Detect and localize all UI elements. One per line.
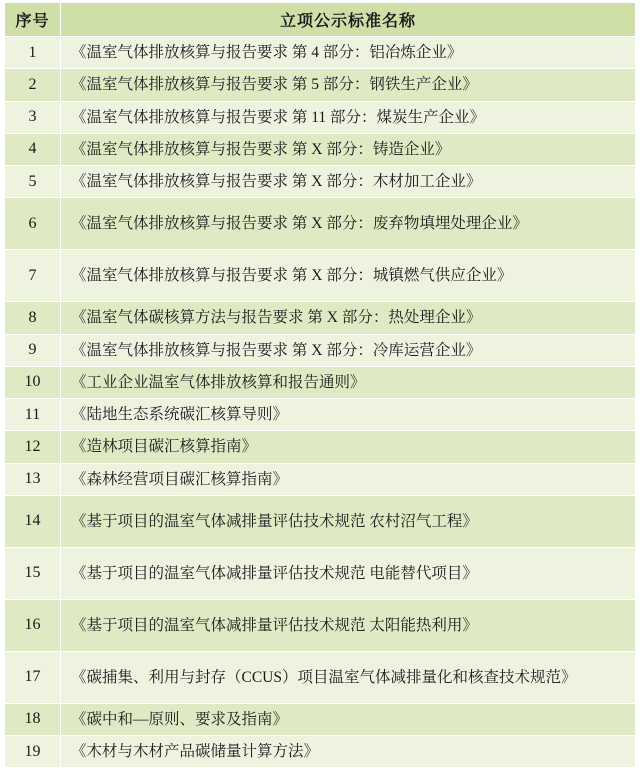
standard-name-cell: 《碳中和—原则、要求及指南》 [61, 703, 636, 735]
row-index-cell: 19 [5, 736, 61, 768]
table-row [5, 463, 636, 495]
row-index-cell: 1 [5, 37, 61, 69]
table-row [5, 250, 636, 302]
table-body [5, 37, 636, 768]
table-row [5, 495, 636, 547]
table-row [5, 69, 636, 101]
standard-name-cell: 《森林经营项目碳汇核算指南》 [61, 463, 636, 495]
table-row [5, 37, 636, 69]
standard-name-cell: 《木材与木材产品碳储量计算方法》 [61, 736, 636, 768]
table-row [5, 334, 636, 366]
standard-name-cell: 《工业企业温室气体排放核算和报告通则》 [61, 366, 636, 398]
standard-name-cell: 《造林项目碳汇核算指南》 [61, 431, 636, 463]
standard-name-cell: 《碳捕集、利用与封存（CCUS）项目温室气体减排量化和核查技术规范》 [61, 651, 636, 703]
table-row [5, 736, 636, 768]
table-row [5, 166, 636, 198]
table-header-row [5, 3, 636, 37]
table-row [5, 547, 636, 599]
table-row [5, 133, 636, 165]
table-row [5, 101, 636, 133]
row-index-cell: 2 [5, 69, 61, 101]
row-index-cell: 10 [5, 366, 61, 398]
standard-name-cell: 《温室气体排放核算与报告要求 第 X 部分：冷库运营企业》 [61, 334, 636, 366]
row-index-cell: 3 [5, 101, 61, 133]
table-row [5, 431, 636, 463]
standard-name-cell: 《温室气体排放核算与报告要求 第 4 部分：铝冶炼企业》 [61, 37, 636, 69]
row-index-cell: 14 [5, 495, 61, 547]
row-index-cell: 18 [5, 703, 61, 735]
standard-name-cell: 《温室气体排放核算与报告要求 第 X 部分：废弃物填埋处理企业》 [61, 198, 636, 250]
standard-name-cell: 《基于项目的温室气体减排量评估技术规范 电能替代项目》 [61, 547, 636, 599]
standard-name-cell: 《陆地生态系统碳汇核算导则》 [61, 399, 636, 431]
standards-table [4, 2, 636, 768]
row-index-cell: 5 [5, 166, 61, 198]
table-row [5, 599, 636, 651]
table-row [5, 399, 636, 431]
column-header-no: 序号 [5, 3, 61, 37]
row-index-cell: 9 [5, 334, 61, 366]
standard-name-cell: 《温室气体排放核算与报告要求 第 11 部分：煤炭生产企业》 [61, 101, 636, 133]
standard-name-cell: 《温室气体排放核算与报告要求 第 X 部分：铸造企业》 [61, 133, 636, 165]
standard-name-cell: 《基于项目的温室气体减排量评估技术规范 太阳能热利用》 [61, 599, 636, 651]
row-index-cell: 7 [5, 250, 61, 302]
row-index-cell: 17 [5, 651, 61, 703]
column-header-name: 立项公示标准名称 [61, 3, 636, 37]
row-index-cell: 4 [5, 133, 61, 165]
row-index-cell: 8 [5, 302, 61, 334]
table-header [5, 3, 636, 37]
standard-name-cell: 《温室气体排放核算与报告要求 第 X 部分：木材加工企业》 [61, 166, 636, 198]
table-row [5, 703, 636, 735]
table-row [5, 198, 636, 250]
table-row [5, 651, 636, 703]
table-row [5, 366, 636, 398]
row-index-cell: 15 [5, 547, 61, 599]
row-index-cell: 12 [5, 431, 61, 463]
row-index-cell: 13 [5, 463, 61, 495]
row-index-cell: 11 [5, 399, 61, 431]
standard-name-cell: 《温室气体排放核算与报告要求 第 X 部分：城镇燃气供应企业》 [61, 250, 636, 302]
table-row [5, 302, 636, 334]
standard-name-cell: 《温室气体排放核算与报告要求 第 5 部分：钢铁生产企业》 [61, 69, 636, 101]
row-index-cell: 6 [5, 198, 61, 250]
standard-name-cell: 《基于项目的温室气体减排量评估技术规范 农村沼气工程》 [61, 495, 636, 547]
standard-name-cell: 《温室气体碳核算方法与报告要求 第 X 部分：热处理企业》 [61, 302, 636, 334]
row-index-cell: 16 [5, 599, 61, 651]
